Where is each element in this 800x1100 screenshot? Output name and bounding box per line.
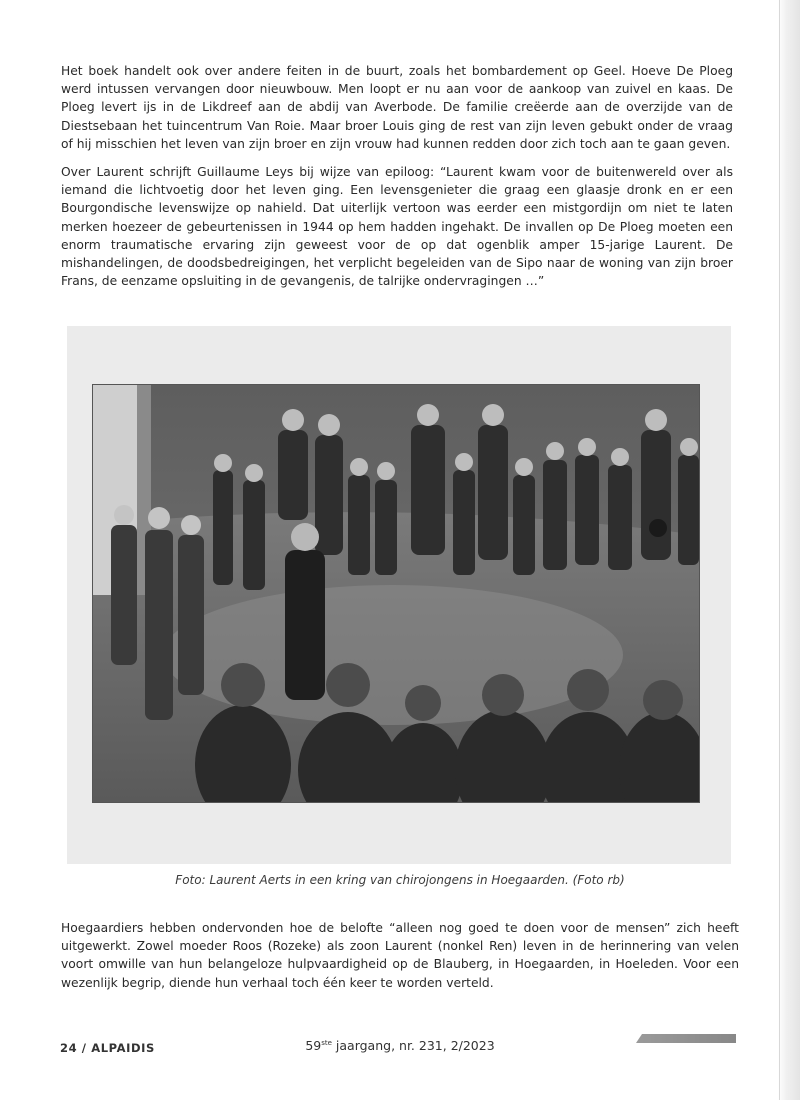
photo-chiro-circle [92, 384, 700, 803]
paragraph-3: Hoegaardiers hebben ondervonden hoe de belofte “alleen nog goed te doen voor de mensen” zich heeft uitgewerkt. Zowel moeder Roos (Rozeke) als zoon Laurent (nonkel Ren) leven in de herinnering van velen voort omwille van hun belangeloze hulpvaardigheid op de Blauberg, in Hoegaarden, in Hoeleden. Voor een wezenlijk begrip, diende hun verhaal toch één keer te worden verteld. [61, 921, 739, 990]
page-edge-shadow [778, 0, 800, 1100]
paragraph-2: Over Laurent schrijft Guillaume Leys bij wijze van epiloog: “Laurent kwam voor de buitenwereld over als iemand die lichtvoetig door het leven ging. Een levensgenieter die graag een glaasje dronk en er een Bourgondische levenswijze op nahield. Dat uiterlijk vertoon was eerder een mistgordijn om niet te laten merken hoezeer de gebeurtenissen in 1944 op hem hadden ingehakt. De invallen op De Ploeg moeten een enorm traumatische ervaring zijn geweest voor de op dat ogenblik amper 15-jarige Laurent. De mishandelingen, de doodsbedreigingen, het verplicht begeleiden van de Sipo naar de woning van zijn broer Frans, de eenzame opsluiting in de gevangenis, de talrijke ondervragingen …” [61, 165, 733, 289]
footer-volume-suffix: ste [321, 1038, 332, 1047]
footer-volume-number: 59 [305, 1038, 322, 1053]
footer-page-label: 24 / ALPAIDIS [60, 1041, 155, 1055]
footer-issue-text: jaargang, nr. 231, 2/2023 [331, 1038, 495, 1053]
footer-decorative-bar [636, 1034, 736, 1043]
photo-illustration [93, 385, 699, 802]
paragraph-1: Het boek handelt ook over andere feiten in de buurt, zoals het bombardement op Geel. Hoeve De Ploeg werd intussen vervangen door nieuwbouw. Men loopt er nu aan voor de aankoop van zuivel en kaas. De Ploeg levert ijs in de Likdreef aan de abdij van Averbode. De familie creëerde aan de overzijde van de Diestsebaan het tuincentrum Van Roie. Maar broer Louis ging de rest van zijn leven gebukt onder de vraag of hij misschien het leven van zijn broer en zijn vrouw had kunnen redden door zich toch aan te gaan geven. [61, 64, 733, 151]
page-edge-line [779, 0, 780, 1100]
photo-caption: Foto: Laurent Aerts in een kring van chirojongens in Hoegaarden. (Foto rb) [175, 873, 625, 887]
